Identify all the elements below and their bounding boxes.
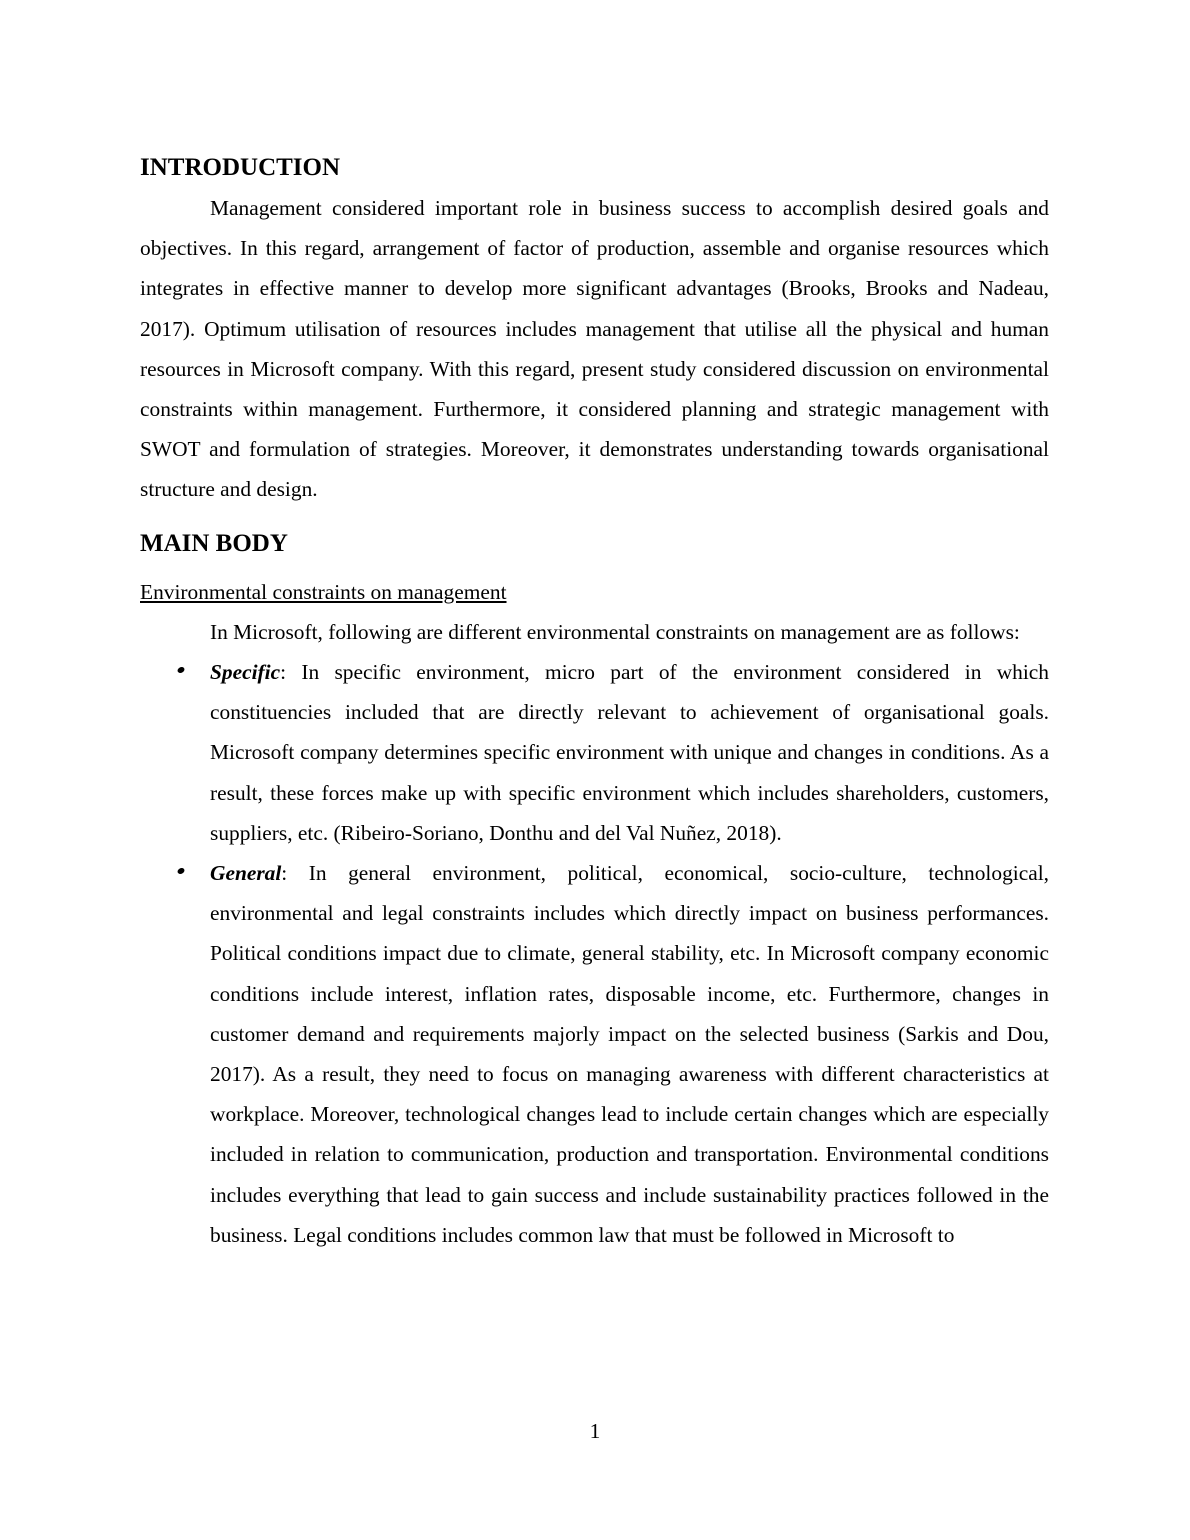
environmental-constraints-subheading: Environmental constraints on management bbox=[140, 579, 507, 604]
list-item-specific bbox=[140, 652, 1049, 853]
term-general: General bbox=[210, 861, 282, 886]
page-number: 1 bbox=[589, 1419, 601, 1443]
introduction-paragraph: Management considered important role in business success to accomplish desired goals and objectives. In this regard, arrangement of factor of production, assemble and organise resources which integrates in effective manner to develop more significant advantages (Brooks, Brooks and Nadeau, 2017). Optimum utilisation of resources includes management that utilise all the physical and human resources in Microsoft company. With this regard, present study considered discussion on environmental constraints within management. Furthermore, it considered planning and strategic management with SWOT and formulation of strategies. Moreover, it demonstrates understanding towards organisational structure and design. bbox=[140, 196, 1049, 502]
term-specific: Specific bbox=[210, 660, 281, 685]
main-body-heading: MAIN BODY bbox=[140, 529, 288, 557]
bullet-text-general: : In general environment, political, economical, socio-culture, technological, environmental and legal constraints includes which directly impact on business performances. Political conditions impact due to climate, general stability, etc. In Microsoft company economic conditions include interest, inflation rates, disposable income, etc. Furthermore, changes in customer demand and requirements majorly impact on the selected business (Sarkis and Dou, 2017). As a result, they need to focus on managing awareness with different characteristics at workplace. Moreover, technological changes lead to include certain changes which are especially included in relation to communication, production and transportation. Environmental conditions includes everything that lead to gain success and include sustainability practices followed in the business. Legal conditions includes common law that must be followed in Microsoft to bbox=[210, 861, 1049, 1247]
bullet-icon bbox=[177, 666, 185, 674]
main-body-intro-paragraph: In Microsoft, following are different environmental constraints on management are as follows: bbox=[210, 619, 1020, 644]
list-item-general bbox=[140, 853, 1049, 1255]
introduction-heading: INTRODUCTION bbox=[140, 154, 341, 181]
bullet-icon bbox=[177, 867, 185, 875]
constraints-list bbox=[140, 652, 1049, 1255]
document-page bbox=[140, 148, 1049, 1255]
bullet-text-specific: : In specific environment, micro part of the environment considered in which constituencies included that are directly relevant to achievement of organisational goals. Microsoft company determines specific environment with unique and changes in conditions. As a result, these forces make up with specific environment which includes shareholders, customers, suppliers, etc. (Ribeiro-Soriano, Donthu and del Val Nuñez, 2018). bbox=[210, 660, 1049, 845]
